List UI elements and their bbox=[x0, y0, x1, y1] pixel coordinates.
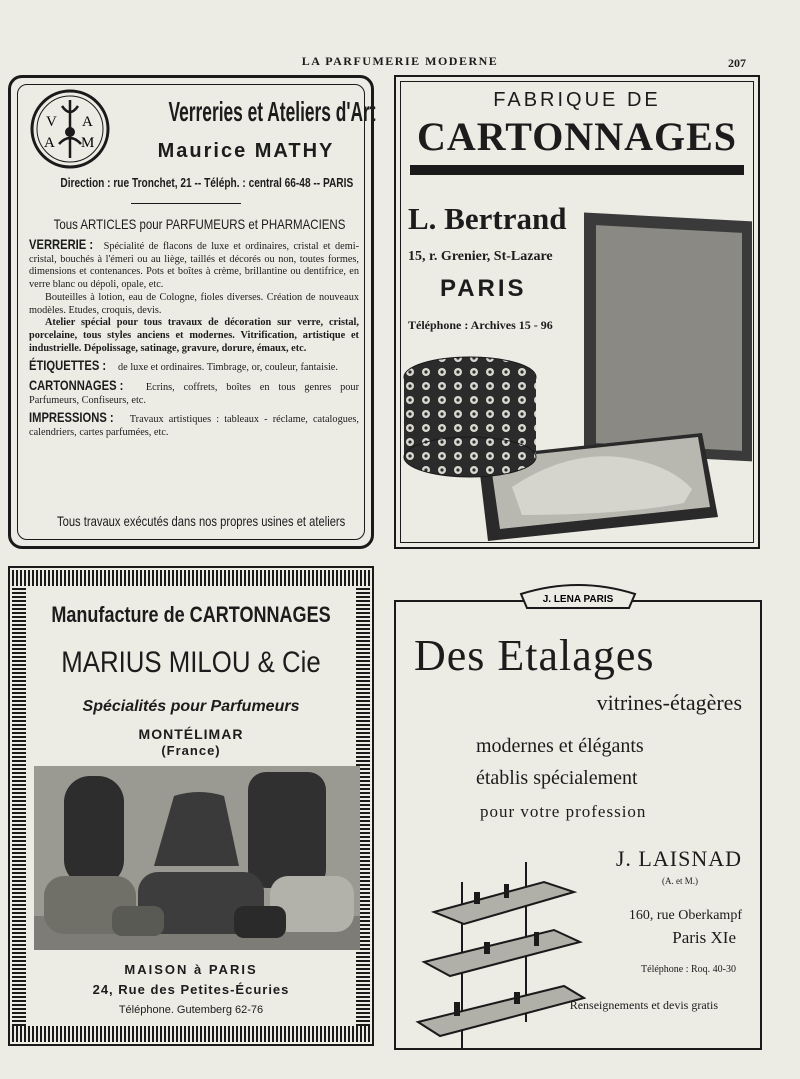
ad-laisnad-street: 160, rue Oberkampf bbox=[628, 908, 742, 923]
ad-bertrand-title: CARTONNAGES bbox=[416, 114, 738, 159]
ad-bertrand-telephone: Téléphone : Archives 15 - 96 bbox=[408, 318, 553, 332]
ad-milou bbox=[8, 566, 374, 1046]
etiquettes-text: de luxe et ordinaires. Timbrage, or, couleur, fantaisie. bbox=[118, 362, 338, 374]
divider bbox=[131, 203, 241, 204]
ad-milou-manufacture: Manufacture de CARTONNAGES bbox=[51, 602, 331, 627]
logo-letter-m: M bbox=[81, 135, 95, 151]
shelves-illustration bbox=[414, 847, 586, 1057]
boxes-photo bbox=[34, 766, 360, 950]
lena-badge-logo bbox=[517, 580, 639, 610]
ad-mathy-direction: Direction : rue Tronchet, 21 -- Téléph. : central 66-48 -- PARIS bbox=[60, 175, 354, 190]
ad-mathy-body bbox=[29, 238, 359, 440]
etiquettes-keyword: ÉTIQUETTES : bbox=[29, 357, 107, 374]
ad-laisnad-title: Des Etalages bbox=[414, 631, 655, 680]
impressions-text: Travaux artistiques : tableaux - réclame, catalogues, calendriers, cartes parfumées, etc. bbox=[29, 414, 360, 439]
ad-milou-country: (France) bbox=[161, 743, 221, 758]
ad-bertrand-heading: FABRIQUE DE bbox=[493, 89, 661, 111]
striped-border-bottom bbox=[12, 1026, 370, 1042]
logo-letter-v: V bbox=[46, 114, 57, 130]
cartonnages-text: Ecrins, coffrets, boîtes en tous genres pour Parfumeurs, Confiseurs, etc. bbox=[29, 382, 359, 406]
verrerie-keyword: VERRERIE : bbox=[29, 236, 94, 252]
ad-milou-city: MONTÉLIMAR bbox=[138, 726, 244, 742]
ad-mathy-articles: Tous ARTICLES pour PARFUMEURS et PHARMACIENS bbox=[53, 216, 346, 232]
verrerie-text: Spécialité de flacons de luxe et ordinaires, cristal et demi-cristal, bouchés à l'émeri ou au liège, taillés et décorés ou non, toutes formes, dimensions et contenances. Pots et boîtes à crème, brillantine ou dentifrice, en verre blanc ou dépoli, opale, etc. bbox=[29, 241, 360, 291]
ad-bertrand-address: 15, r. Grenier, St-Lazare bbox=[408, 249, 553, 264]
ad-bertrand-city: PARIS bbox=[440, 275, 527, 302]
ad-mathy-owner: Maurice MATHY bbox=[157, 140, 335, 162]
ad-mathy-title: Verreries et Ateliers d'Art bbox=[168, 96, 376, 127]
publication-title: LA PARFUMERIE MODERNE bbox=[301, 54, 499, 68]
ad-mathy bbox=[8, 75, 374, 549]
cartonnages-keyword: CARTONNAGES : bbox=[29, 377, 124, 394]
ad-laisnad-subtitle: vitrines-étagères bbox=[596, 690, 742, 715]
page-number: 207 bbox=[728, 56, 746, 70]
ad-milou-name: MARIUS MILOU & Cie bbox=[61, 646, 321, 679]
ad-laisnad bbox=[394, 600, 762, 1050]
ad-mathy-footer: Tous travaux exécutés dans nos propres usines et ateliers bbox=[57, 513, 346, 529]
ad-laisnad-telephone: Téléphone : Roq. 40-30 bbox=[641, 964, 736, 975]
badge-text: J. LENA PARIS bbox=[542, 594, 614, 605]
vam-logo-icon bbox=[29, 88, 111, 170]
ad-laisnad-name: J. LAISNAD bbox=[615, 846, 742, 871]
ad-milou-maison: MAISON à PARIS bbox=[124, 962, 258, 977]
atelier-text: Atelier spécial pour tous travaux de décoration sur verre, cristal, porcelaine, tous styles anciens et modernes. Vitrification, artistique et industrielle. Dépolissage, satinage, gravure, dorure, émaux, etc. bbox=[29, 317, 359, 354]
logo-letter-a-bottom: A bbox=[44, 135, 55, 151]
bouteilles-text: Bouteilles à lotion, eau de Cologne, fioles diverses. Création de nouveaux modèles. Etudes, croquis, devis. bbox=[29, 291, 359, 316]
logo-letter-a-top: A bbox=[82, 114, 93, 130]
ad-milou-telephone: Téléphone. Gutemberg 62-76 bbox=[118, 1004, 264, 1016]
ad-laisnad-city: Paris XIe bbox=[672, 928, 736, 947]
ad-laisnad-line1: modernes et élégants bbox=[476, 735, 644, 757]
ad-milou-street: 24, Rue des Petites-Écuries bbox=[92, 982, 290, 997]
ad-bertrand-name: L. Bertrand bbox=[408, 201, 567, 236]
impressions-keyword: IMPRESSIONS : bbox=[29, 409, 114, 426]
black-bar-divider bbox=[410, 165, 744, 175]
ad-bertrand bbox=[394, 75, 760, 549]
ad-laisnad-info: Renseignements et devis gratis bbox=[569, 998, 718, 1012]
ad-laisnad-name-note: (A. et M.) bbox=[662, 876, 698, 886]
ad-laisnad-line3: pour votre profession bbox=[480, 802, 647, 821]
striped-border-left bbox=[12, 586, 26, 1026]
striped-border-top bbox=[12, 570, 370, 586]
ad-laisnad-line2: établis spécialement bbox=[476, 767, 638, 789]
ad-milou-specialites: Spécialités pour Parfumeurs bbox=[82, 698, 300, 715]
